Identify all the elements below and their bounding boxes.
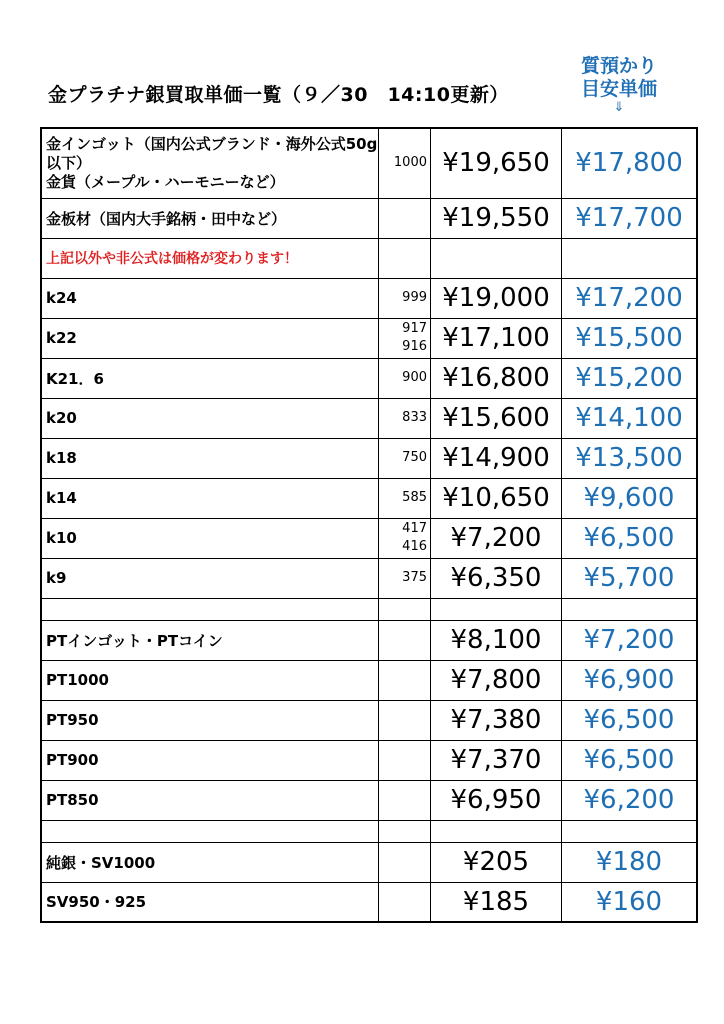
- buy-price: ¥16,800: [431, 358, 562, 398]
- table-row: [41, 780, 697, 820]
- item-name: [41, 278, 379, 318]
- purity-cell: [379, 558, 431, 598]
- item-name-line: SV950・925: [46, 893, 147, 912]
- buy-price: ¥7,200: [431, 518, 562, 558]
- item-name: [41, 558, 379, 598]
- pawn-price: ¥15,200: [562, 358, 698, 398]
- spacer-row: [41, 820, 697, 842]
- item-name-line: 純銀・SV1000: [46, 853, 156, 872]
- item-name-line: k24: [46, 289, 77, 307]
- purity-value: 585: [402, 490, 427, 505]
- purity-cell: [379, 398, 431, 438]
- item-name: [41, 740, 379, 780]
- table-row: [41, 438, 697, 478]
- purity-cell: [379, 478, 431, 518]
- table-row: [41, 620, 697, 660]
- item-name-line: k18: [46, 449, 77, 467]
- buy-price: ¥185: [431, 882, 562, 922]
- table-row: [41, 882, 697, 922]
- pawn-price: ¥160: [562, 882, 698, 922]
- buy-price: ¥14,900: [431, 438, 562, 478]
- buy-price: [431, 238, 562, 278]
- buy-price: ¥7,380: [431, 700, 562, 740]
- item-name-line: k20: [46, 409, 77, 427]
- buy-price: [431, 598, 562, 620]
- purity-value: 416: [402, 539, 427, 554]
- buy-price: ¥205: [431, 842, 562, 882]
- item-name: [41, 438, 379, 478]
- item-name: [41, 318, 379, 358]
- item-name: [41, 198, 379, 238]
- purity-cell: [379, 358, 431, 398]
- item-name-line: 金インゴット（国内公式ブランド・海外公式50g以下）: [46, 134, 378, 172]
- item-name: [41, 820, 379, 842]
- table-row: [41, 660, 697, 700]
- buy-price: ¥15,600: [431, 398, 562, 438]
- purity-value: 999: [402, 290, 427, 305]
- item-name-line: PT950: [46, 711, 99, 729]
- item-name-line: PT1000: [46, 671, 109, 689]
- item-name: [41, 700, 379, 740]
- pawn-column-header: [552, 55, 686, 115]
- pawn-price: ¥6,500: [562, 518, 698, 558]
- page-title: 金プラチナ銀買取単価一覧（９／30 14:10更新）: [48, 84, 509, 106]
- purity-value: 417: [402, 521, 427, 536]
- pawn-price: ¥6,500: [562, 740, 698, 780]
- purity-cell: [379, 820, 431, 842]
- buy-price: ¥19,550: [431, 198, 562, 238]
- table-row: [41, 128, 697, 198]
- table-row: [41, 358, 697, 398]
- pawn-price: ¥6,500: [562, 700, 698, 740]
- item-name-line: 上記以外や非公式は価格が変わります！: [46, 251, 298, 267]
- purity-value: 916: [402, 339, 427, 354]
- item-name: [41, 128, 379, 198]
- item-name: [41, 660, 379, 700]
- buy-price: ¥19,000: [431, 278, 562, 318]
- purity-cell: [379, 278, 431, 318]
- item-name-line: K21．6: [46, 369, 104, 388]
- purity-value: 917: [402, 321, 427, 336]
- purity-cell: [379, 740, 431, 780]
- buy-price: [431, 820, 562, 842]
- purity-value: 375: [402, 570, 427, 585]
- item-name-line: k14: [46, 489, 77, 507]
- pawn-price: ¥180: [562, 842, 698, 882]
- pawn-price: ¥17,800: [562, 128, 698, 198]
- item-name: [41, 842, 379, 882]
- table-row: [41, 842, 697, 882]
- item-name-line: PT850: [46, 791, 99, 809]
- purity-cell: [379, 318, 431, 358]
- table-row: [41, 398, 697, 438]
- item-name-line: PTインゴット・PTコイン: [46, 631, 223, 650]
- purity-cell: [379, 780, 431, 820]
- table-row: [41, 700, 697, 740]
- table-row: [41, 558, 697, 598]
- pawn-price: ¥9,600: [562, 478, 698, 518]
- pawn-price: ¥5,700: [562, 558, 698, 598]
- pawn-price: ¥14,100: [562, 398, 698, 438]
- item-name: [41, 518, 379, 558]
- pawn-price: ¥15,500: [562, 318, 698, 358]
- pawn-price: [562, 598, 698, 620]
- purity-cell: [379, 438, 431, 478]
- table-row: [41, 198, 697, 238]
- item-name: [41, 882, 379, 922]
- item-name: [41, 358, 379, 398]
- purity-cell: [379, 620, 431, 660]
- purity-value: 900: [402, 370, 427, 385]
- buy-price: ¥8,100: [431, 620, 562, 660]
- notice-text: [41, 238, 379, 278]
- table-row: [41, 740, 697, 780]
- item-name-line: 金貨（メープル・ハーモニーなど）: [46, 172, 285, 191]
- buy-price: ¥6,350: [431, 558, 562, 598]
- purity-cell: [379, 198, 431, 238]
- table-row: [41, 278, 697, 318]
- buy-price: ¥7,800: [431, 660, 562, 700]
- pawn-header-line1: 質預かり: [580, 55, 657, 77]
- pawn-header-line2: 目安単価: [580, 78, 657, 100]
- purity-cell: [379, 128, 431, 198]
- price-table-body: [41, 128, 697, 922]
- buy-price: ¥10,650: [431, 478, 562, 518]
- item-name: [41, 620, 379, 660]
- pawn-price: [562, 820, 698, 842]
- pawn-price: ¥7,200: [562, 620, 698, 660]
- buy-price: ¥19,650: [431, 128, 562, 198]
- buy-price: ¥6,950: [431, 780, 562, 820]
- purity-cell: [379, 842, 431, 882]
- purity-value: 750: [402, 450, 427, 465]
- pawn-price: ¥6,200: [562, 780, 698, 820]
- purity-cell: [379, 660, 431, 700]
- table-row: [41, 478, 697, 518]
- table-row: [41, 238, 697, 278]
- item-name-line: PT900: [46, 751, 99, 769]
- spacer-row: [41, 598, 697, 620]
- item-name: [41, 598, 379, 620]
- purity-value: 833: [402, 410, 427, 425]
- table-row: [41, 318, 697, 358]
- pawn-price: ¥13,500: [562, 438, 698, 478]
- buy-price: ¥7,370: [431, 740, 562, 780]
- item-name-line: 金板材（国内大手銘柄・田中など）: [46, 209, 287, 228]
- price-table: [40, 127, 698, 923]
- purity-cell: [379, 882, 431, 922]
- pawn-price: ¥17,700: [562, 198, 698, 238]
- purity-cell: [379, 518, 431, 558]
- item-name-line: k9: [46, 569, 67, 587]
- item-name: [41, 478, 379, 518]
- purity-value: 1000: [393, 155, 427, 171]
- pawn-price: ¥6,900: [562, 660, 698, 700]
- pawn-price: [562, 238, 698, 278]
- buy-price: ¥17,100: [431, 318, 562, 358]
- table-row: [41, 518, 697, 558]
- item-name: [41, 398, 379, 438]
- down-arrow-icon: ⇓: [613, 100, 625, 115]
- purity-cell: [379, 238, 431, 278]
- item-name-line: k22: [46, 329, 77, 347]
- purity-cell: [379, 700, 431, 740]
- pawn-price: ¥17,200: [562, 278, 698, 318]
- purity-cell: [379, 598, 431, 620]
- item-name: [41, 780, 379, 820]
- item-name-line: k10: [46, 529, 77, 547]
